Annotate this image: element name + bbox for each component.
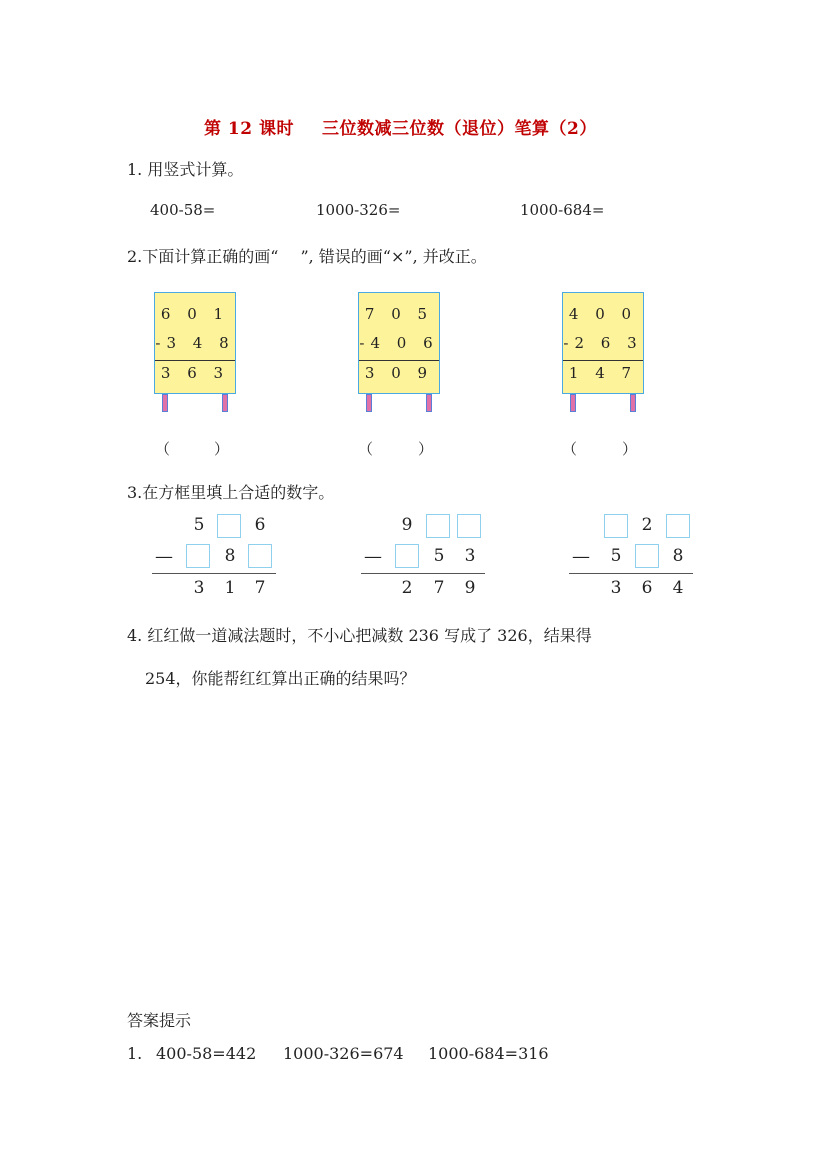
board-leg: [630, 394, 636, 412]
fill-box[interactable]: [457, 514, 481, 538]
digit: 2: [641, 515, 653, 535]
fill-box[interactable]: [604, 514, 628, 538]
board-divider: [359, 360, 439, 361]
q2-prompt: [127, 244, 487, 267]
digit: 8: [672, 546, 684, 566]
answer-paren-open: （: [358, 440, 374, 458]
answer-paren-open: （: [562, 440, 578, 458]
board-leg: [162, 394, 168, 412]
q4-line-1: 4. 红红做一道减法题时，不小心把减数 236 写成了 326，结果得: [127, 626, 592, 645]
q1-item-3: 1000-684=: [520, 201, 605, 219]
board-result: 1 4 7: [568, 364, 638, 382]
board-divider: [155, 360, 235, 361]
answer-3: 1000-684=316: [428, 1044, 549, 1063]
calc-board-3: [562, 292, 644, 394]
answers-heading: 答案提示: [127, 1011, 192, 1030]
digit: 3: [193, 578, 205, 598]
lesson-number: 第 12 课时: [204, 119, 294, 139]
answer-paren-close: ）: [214, 440, 230, 458]
board-top-number: 6 0 1: [160, 305, 230, 323]
minus-sign: —: [572, 546, 590, 567]
q2-prompt-after: ”, 错误的画“×”, 并改正。: [300, 247, 487, 266]
board-divider: [563, 360, 643, 361]
q2-prompt-before: 2.下面计算正确的画“: [127, 247, 279, 266]
digit: 6: [641, 578, 653, 598]
digit: 9: [464, 578, 476, 598]
board-leg: [570, 394, 576, 412]
board-leg: [426, 394, 432, 412]
q3-prompt: 3.在方框里填上合适的数字。: [127, 483, 335, 502]
board-top-number: 4 0 0: [568, 305, 638, 323]
answer-paren-close: ）: [418, 440, 434, 458]
digit: 3: [610, 578, 622, 598]
calc-board-1: [154, 292, 236, 394]
answer-paren-close: ）: [622, 440, 638, 458]
board-result: 3 0 9: [364, 364, 434, 382]
digit: 5: [433, 546, 445, 566]
fill-box[interactable]: [217, 514, 241, 538]
digit: 5: [610, 546, 622, 566]
board-subtrahend: -4 0 6: [359, 334, 439, 352]
answer-1: 400-58=442: [156, 1044, 257, 1063]
answers-line-1-number: 1.: [127, 1044, 143, 1063]
sum-line: [361, 573, 485, 574]
q1-prompt: 1. 用竖式计算。: [127, 160, 244, 179]
digit: 9: [401, 515, 413, 535]
board-result: 3 6 3: [160, 364, 230, 382]
sum-line: [152, 573, 276, 574]
fill-box[interactable]: [635, 544, 659, 568]
q4-line-2: 254，你能帮红红算出正确的结果吗？: [145, 669, 416, 688]
digit: 3: [464, 546, 476, 566]
lesson-topic: 三位数减三位数（退位）笔算（2）: [322, 119, 597, 139]
digit: 7: [254, 578, 266, 598]
digit: 7: [433, 578, 445, 598]
digit: 4: [672, 578, 684, 598]
fill-box[interactable]: [666, 514, 690, 538]
board-subtrahend: -3 4 8: [155, 334, 235, 352]
minus-sign: —: [155, 546, 173, 567]
answer-2: 1000-326=674: [283, 1044, 404, 1063]
calc-board-2: [358, 292, 440, 394]
fill-box[interactable]: [395, 544, 419, 568]
digit: 5: [193, 515, 205, 535]
board-leg: [366, 394, 372, 412]
digit: 6: [254, 515, 266, 535]
sum-line: [569, 573, 693, 574]
board-leg: [222, 394, 228, 412]
digit: 8: [224, 546, 236, 566]
digit: 1: [224, 578, 236, 598]
digit: 2: [401, 578, 413, 598]
minus-sign: —: [364, 546, 382, 567]
fill-box[interactable]: [186, 544, 210, 568]
q1-item-2: 1000-326=: [316, 201, 401, 219]
answer-paren-open: （: [155, 440, 171, 458]
board-top-number: 7 0 5: [364, 305, 434, 323]
fill-box[interactable]: [426, 514, 450, 538]
board-subtrahend: -2 6 3: [563, 334, 643, 352]
q1-item-1: 400-58=: [150, 201, 216, 219]
fill-box[interactable]: [248, 544, 272, 568]
